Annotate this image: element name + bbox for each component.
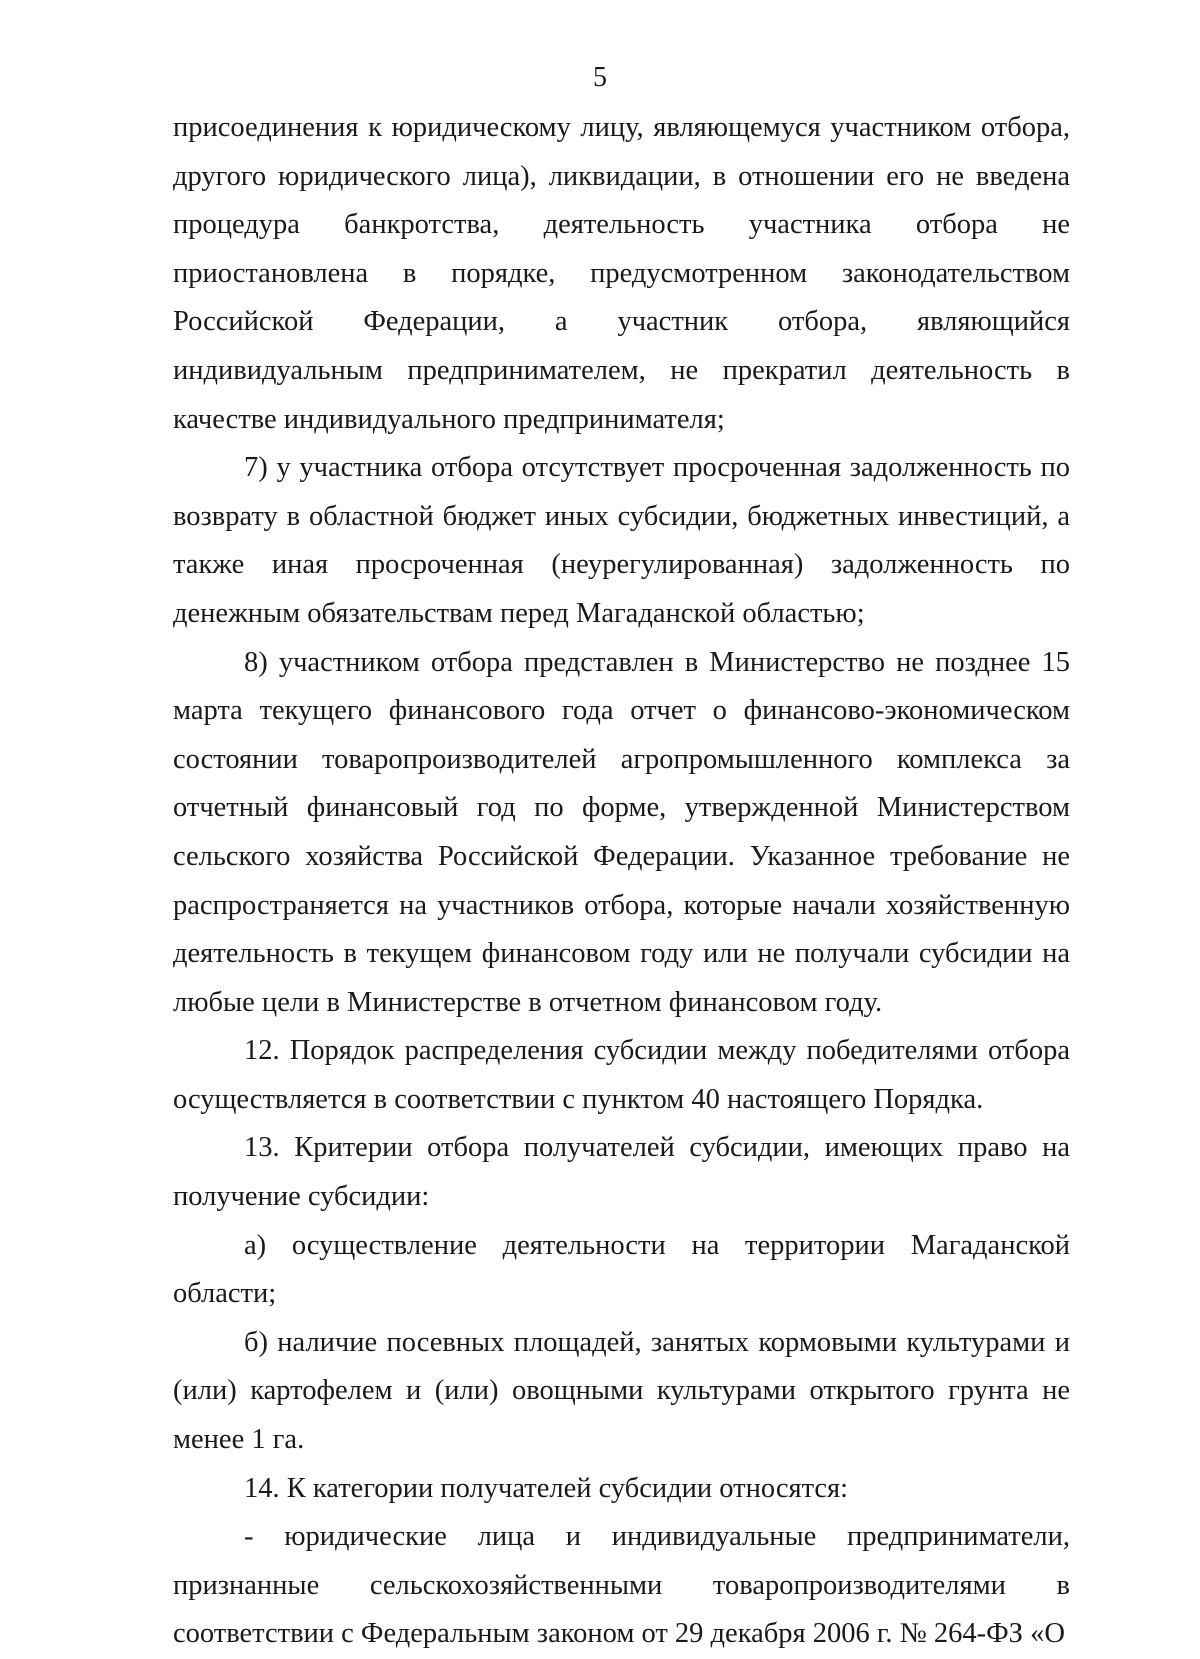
paragraph-item-7: 7) у участника отбора отсутствует просроченная задолженность по возврату в областной бюджет иных субсидии, бюджетных инвестиций, а также иная просроченная (неурегулированная) задолженность по денежным обязательствам перед Магаданской областью; (173, 452, 1070, 629)
document-body (173, 104, 1070, 1659)
paragraph-item-8: 8) участником отбора представлен в Министерство не позднее 15 марта текущего финансового года отчет о финансово-экономическом состоянии товаропроизводителей агропромышленного комплекса за отчетный финансовый год по форме, утвержденной Министерством сельского хозяйства Российской Федерации. Указанное требование не распространяется на участников отбора, которые начали хозяйственную деятельность в текущем финансовом году или не получали субсидии на любые цели в Министерстве в отчетном финансовом году. (173, 646, 1070, 1018)
paragraph-clause-13: 13. Критерии отбора получателей субсидии, имеющих право на получение субсидии: (173, 1132, 1070, 1213)
paragraph-continuation: присоединения к юридическому лицу, являющемуся участником отбора, другого юридического лица), ликвидации, в отношении его не введена процедура банкротства, деятельность участника отбора не приостановлена в порядке, предусмотренном законодательством Российской Федерации, а участник отбора, являющийся индивидуальным предпринимателем, не прекратил деятельность в качестве индивидуального предпринимателя; (173, 112, 1070, 435)
paragraph-clause-12: 12. Порядок распределения субсидии между победителями отбора осуществляется в соответствии с пунктом 40 настоящего Порядка. (173, 1035, 1070, 1115)
paragraph-clause-13-b: б) наличие посевных площадей, занятых кормовыми культурами и (или) картофелем и (или) овощными культурами открытого грунта не менее 1 га. (173, 1326, 1070, 1456)
paragraph-clause-13-a: а) осуществление деятельности на территории Магаданской области; (173, 1229, 1070, 1310)
paragraph-clause-14: 14. К категории получателей субсидии относятся: (244, 1472, 849, 1504)
page-number: 5 (593, 62, 607, 93)
paragraph-clause-14-dash: - юридические лица и индивидуальные предприниматели, признанные сельскохозяйственными товаропроизводителями в соответствии с Федеральным законом от 29 декабря 2006 г. № 264-ФЗ «О (173, 1521, 1070, 1650)
